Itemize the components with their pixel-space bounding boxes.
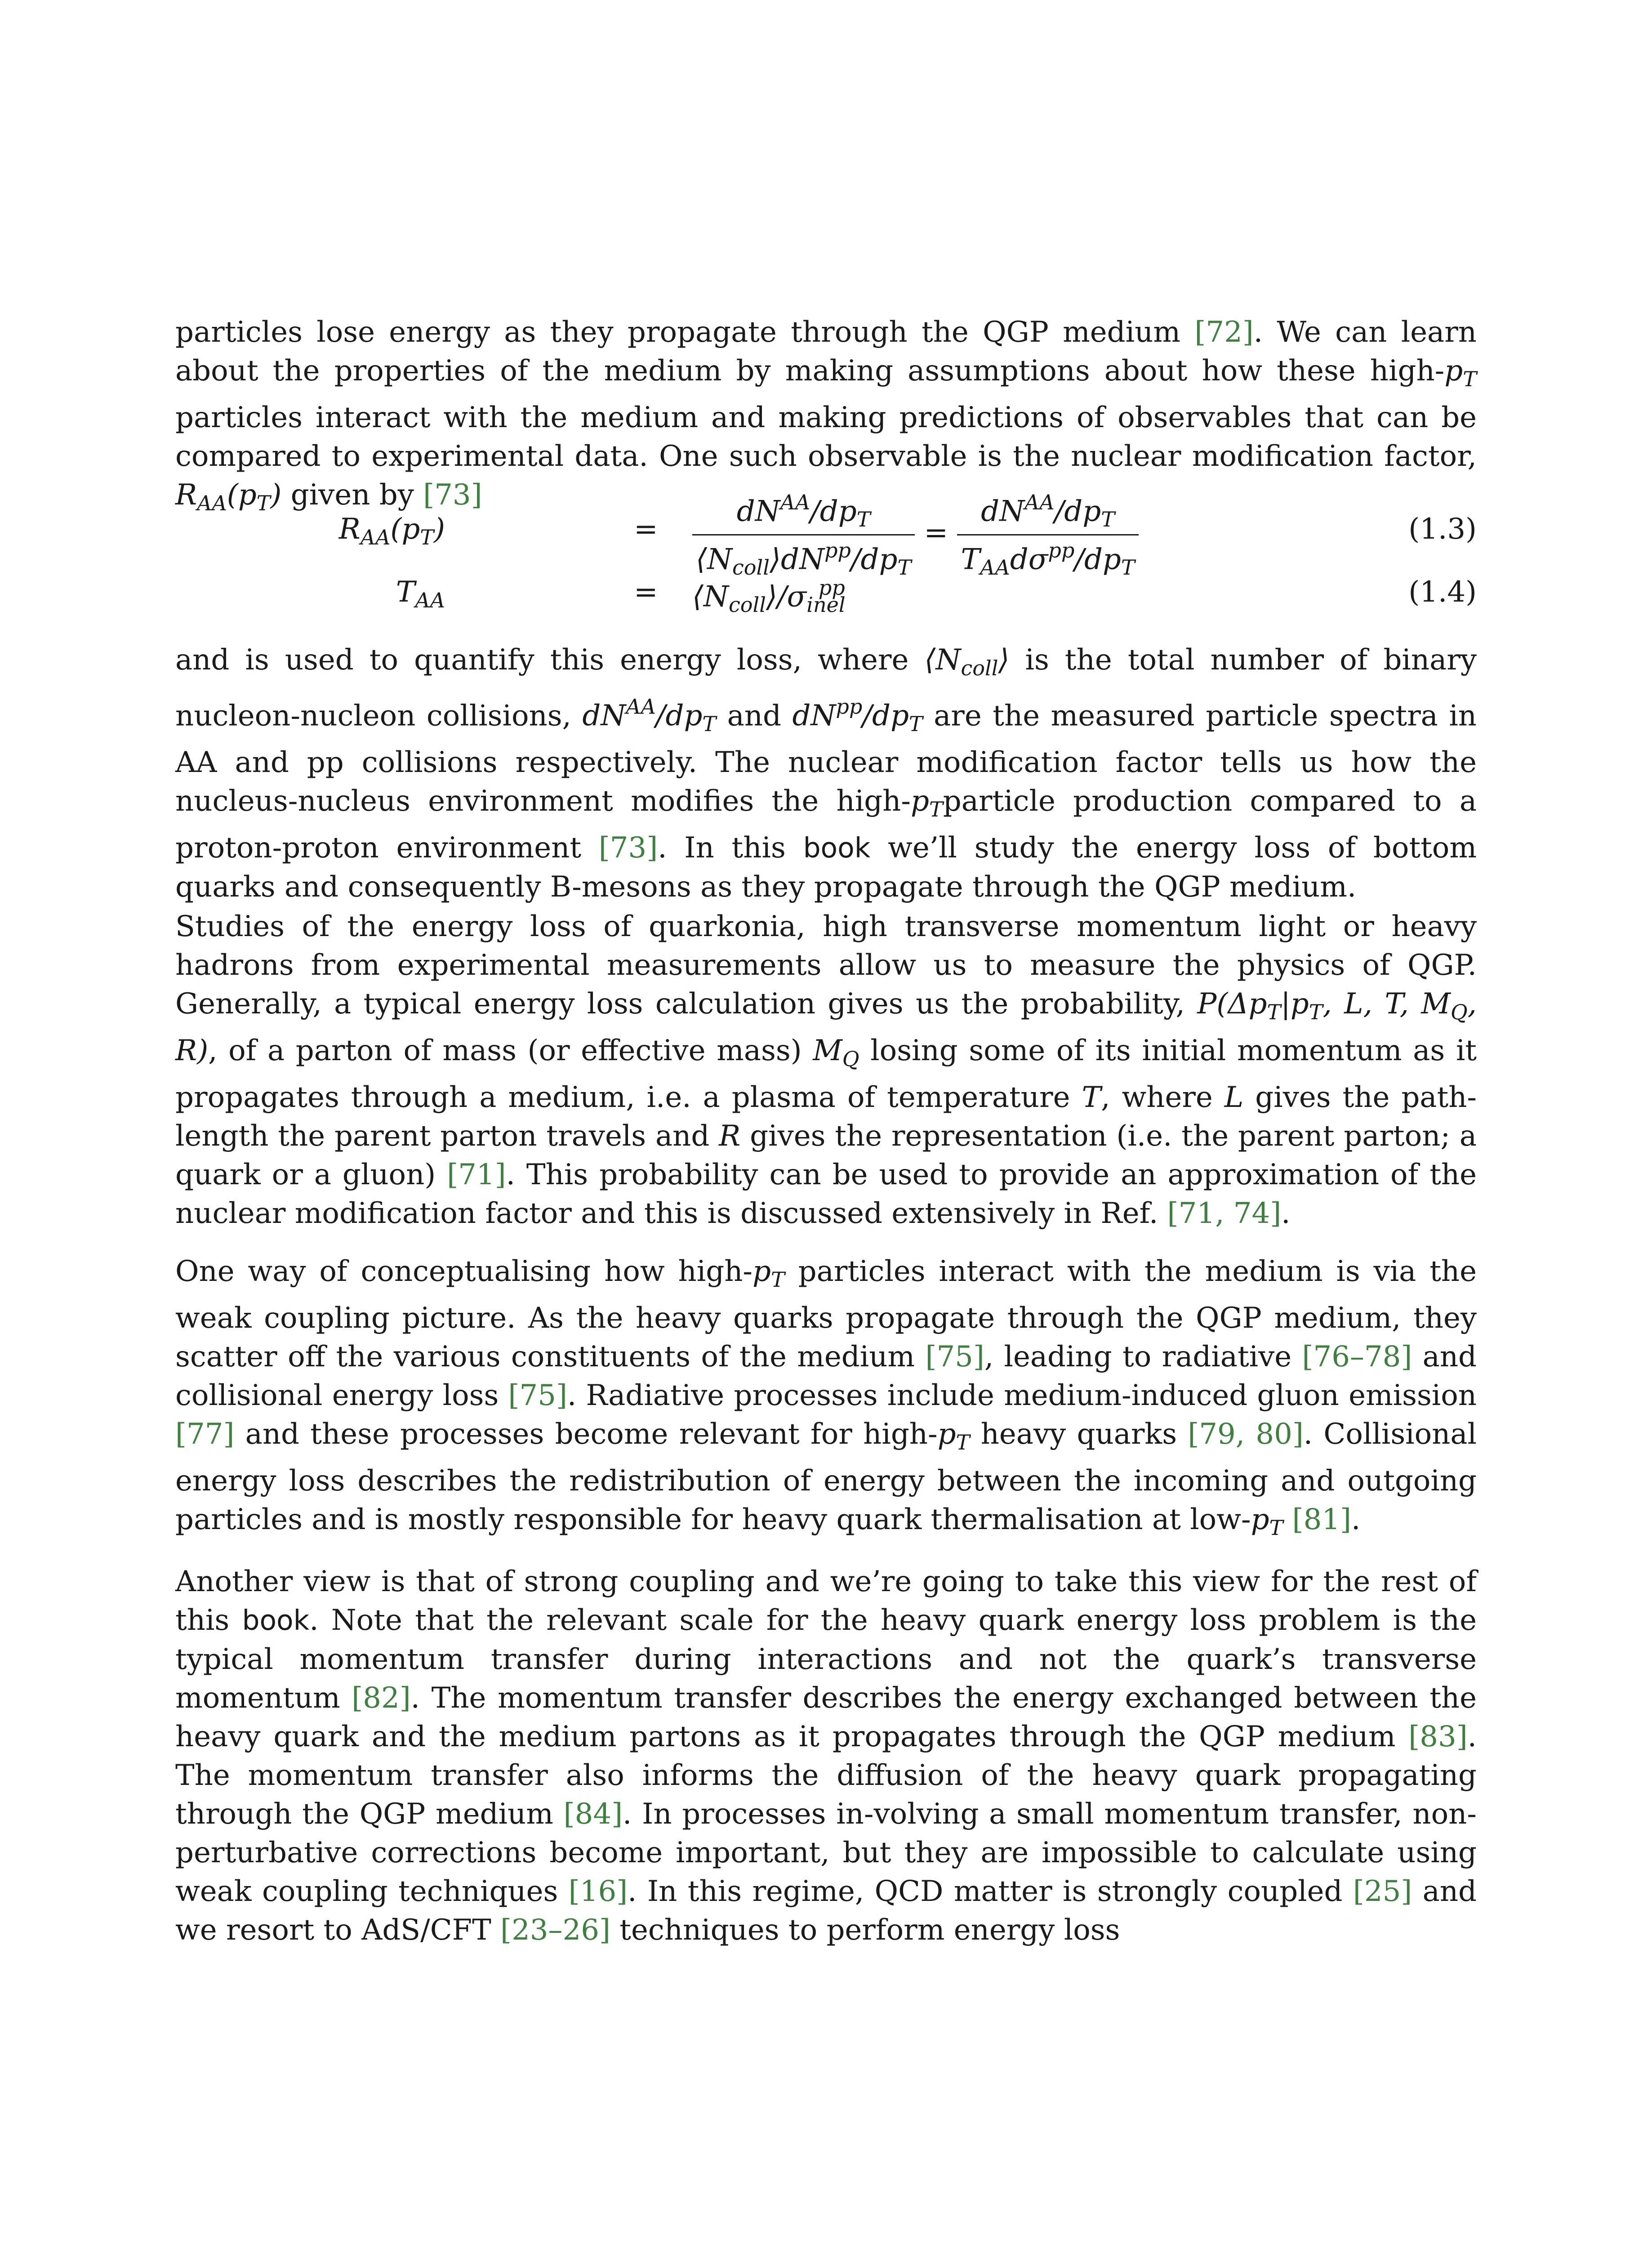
equation-2-rhs: $⟨N_{coll}⟩/\sigma_{inel}^{pp}$ [692, 575, 846, 617]
citation-link[interactable]: [73] [423, 478, 482, 512]
text: particles lose energy as they propagate through the QGP medium [175, 316, 1195, 349]
text: techniques to perform energy loss [610, 1913, 1120, 1947]
text [1283, 1503, 1292, 1536]
citation-link[interactable]: [84] [563, 1798, 623, 1831]
text: . The momentum transfer describes the energy exchanged between the heavy quark and the medium partons as it propagates through the QGP medium [175, 1682, 1477, 1753]
citation-link[interactable]: [79, 80] [1188, 1417, 1304, 1451]
math-pT: $p_T$ [753, 1255, 785, 1292]
math-probability: $P(\Delta p_T|p_T$, L, T, $M_Q$, R) [175, 987, 1477, 1067]
citation-link[interactable]: [81] [1292, 1503, 1352, 1536]
math-L: L [1224, 1080, 1244, 1114]
math-pT: $p_T$ [1251, 1503, 1283, 1540]
equation-2-equals: = [634, 575, 658, 609]
book-word: book [242, 1605, 310, 1637]
math-Ncoll: $⟨N_{coll}⟩$ [924, 643, 1010, 680]
citation-link[interactable]: [77] [175, 1417, 235, 1451]
math-dNAA-dpT: $dN^{AA}/dp_T$ [582, 694, 717, 736]
math-pT: $p_T$ [911, 785, 943, 822]
text: . Collisional energy loss describes the redistribution of energy between the incoming and outgoing particles and is mostly responsible for heavy quark thermalisation at low- [175, 1417, 1477, 1536]
text: and is used to quantify this energy loss, where [175, 643, 925, 677]
text: Another view is that of strong coupling and we’re going to take this view for the rest of this [175, 1565, 1477, 1637]
equation-2-lhs: $T_{AA}$ [396, 575, 445, 612]
citation-link[interactable]: [75] [925, 1340, 984, 1374]
math-dNpp-dpT: $dN^{pp}/dp_T$ [792, 694, 923, 736]
equation-number: (1.4) [1408, 575, 1477, 609]
math-T: T [1082, 1080, 1101, 1114]
text: . The momentum transfer also informs the diffusion of the heavy quark propagating through the QGP medium [175, 1720, 1477, 1831]
fraction: $\frac{dN^{AA}/dp_T}{⟨N_{coll}⟩dN^{pp}/dp_T}$ [692, 490, 915, 580]
text: given by [281, 478, 423, 512]
text: . Note that the relevant scale for the heavy quark energy loss problem is the typical momentum transfer during interactions and not the quark’s transverse momentum [175, 1604, 1477, 1715]
paragraph-2 [175, 641, 1477, 906]
fraction: $\frac{dN^{AA}/dp_T}{T_{AA}d\sigma^{pp}/dp_T}$ [957, 490, 1138, 580]
text: we’ll study the energy loss of bottom quarks and consequently B-mesons as they propagate through the QGP medium. [175, 831, 1477, 904]
equation-1-rhs: $\frac{dN^{AA}/dp_T}{⟨N_{coll}⟩dN^{pp}/dp_T}$ = $\frac{dN^{AA}/dp_T}{T_{AA}d\sigma^{pp}/dp_T}$ [692, 490, 1139, 580]
equation-1-lhs: $R_{AA}(p_T)$ [338, 513, 445, 549]
citation-link[interactable]: [25] [1353, 1875, 1412, 1908]
text: . Radiative processes include medium-induced gluon emission [567, 1378, 1477, 1412]
text: gives the representation (i.e. the parent parton; a quark or a gluon) [175, 1119, 1477, 1191]
text: . In processes in-volving a small momentum transfer, non-perturbative corrections become important, but they are impossible to calculate using weak coupling techniques [175, 1798, 1477, 1908]
text: are the measured particle spectra in AA and pp collisions respectively. The nuclear modification factor tells us how the nucleus-nucleus environment modifies the high- [175, 699, 1477, 818]
citation-link[interactable]: [76–78] [1302, 1340, 1412, 1374]
text: Studies of the energy loss of quarkonia, high transverse momentum light or heavy hadrons from experimental measurements allow us to measure the physics of QGP. Generally, a typical energy loss calculation gives us the probability, [175, 910, 1477, 1021]
text: particles interact with the medium and making predictions of observables that can be compared to experimental data. One such observable is the nuclear modification factor, [175, 401, 1477, 473]
citation-link[interactable]: [71] [447, 1158, 506, 1191]
text: . This probability can be used to provide an approximation of the nuclear modification factor and this is discussed extensively in Ref. [175, 1158, 1477, 1230]
text: . In this [658, 831, 803, 865]
text: is the total number of binary nucleon-nucleon collisions, [175, 643, 1477, 733]
text: . We can learn about the properties of the medium by making assumptions about how these high- [175, 316, 1477, 388]
equation-number: (1.3) [1408, 513, 1477, 546]
book-word: book [803, 832, 871, 865]
citation-link[interactable]: [16] [568, 1875, 628, 1908]
equation-1-equals: = [634, 513, 658, 546]
math-pT: $p_T$ [937, 1417, 970, 1454]
text: losing some of its initial momentum as it propagates through a medium, i.e. a plasma of temperature [175, 1034, 1477, 1114]
math-pT: $p_T$ [1444, 354, 1477, 391]
text: particle production compared to a proton-proton environment [175, 785, 1477, 865]
paragraph-3 [175, 907, 1477, 1233]
citation-link[interactable]: [73] [598, 831, 658, 865]
equations-block [175, 490, 1477, 616]
paragraph-5 [175, 1562, 1477, 1949]
text: and collisional energy loss [175, 1340, 1477, 1412]
math-RAA-pT: $R_{AA}(p_T)$ [175, 478, 282, 515]
math-R: R [719, 1119, 741, 1153]
citation-link[interactable]: [83] [1408, 1720, 1468, 1753]
text: particles interact with the medium is via the weak coupling picture. As the heavy quarks propagate through the QGP medium, they scatter off the various constituents of the medium [175, 1255, 1477, 1374]
citation-link[interactable]: [71, 74] [1167, 1196, 1282, 1230]
text: , of a parton of mass (or effective mass) [208, 1034, 813, 1067]
text: . [1351, 1503, 1361, 1536]
math-MQ: $M_Q$ [813, 1034, 859, 1071]
citation-link[interactable]: [82] [352, 1682, 411, 1715]
text: heavy quarks [970, 1417, 1188, 1451]
text: and these processes become relevant for high- [234, 1417, 938, 1451]
text: . [1281, 1196, 1291, 1230]
text: and [716, 699, 793, 733]
citation-link[interactable]: [72] [1194, 316, 1254, 349]
text: gives the path-length the parent parton travels and [175, 1080, 1477, 1153]
text: One way of conceptualising how high- [175, 1255, 753, 1288]
text: , leading to radiative [984, 1340, 1302, 1374]
citation-link[interactable]: [75] [508, 1378, 567, 1412]
paragraph-4 [175, 1252, 1477, 1547]
text: , where [1101, 1080, 1225, 1114]
citation-link[interactable]: [23–26] [500, 1913, 610, 1947]
text: . In this regime, QCD matter is strongly coupled [628, 1875, 1353, 1908]
text: and we resort to AdS/CFT [175, 1875, 1477, 1947]
